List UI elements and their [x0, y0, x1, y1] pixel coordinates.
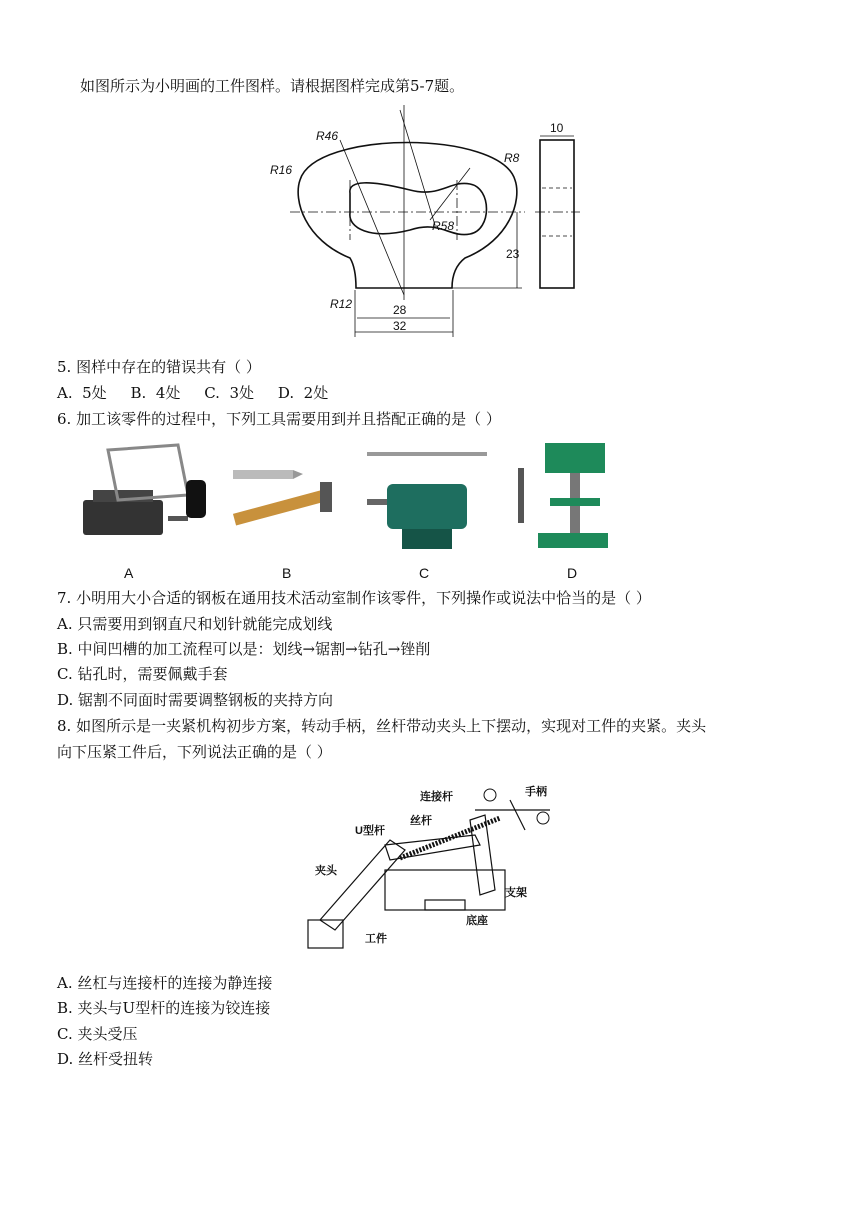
tool-label-a: A [124, 565, 134, 581]
q6-stem: 6. 加工该零件的过程中，下列工具需要用到并且搭配正确的是（ ） [57, 410, 501, 428]
label-bracket: 支架 [505, 887, 527, 899]
dim-r58: R58 [432, 219, 455, 233]
dim-r46: R46 [316, 129, 339, 143]
q8-option-b: B. 夹头与U型杆的连接为铰连接 [57, 999, 271, 1017]
tool-image-b [228, 462, 348, 532]
q7-option-b: B. 中间凹槽的加工流程可以是：划线→锯割→钻孔→锉削 [57, 640, 431, 658]
dim-r12: R12 [330, 297, 353, 311]
label-screw: 丝杆 [410, 815, 432, 827]
q8-option-a: A. 丝杠与连接杆的连接为静连接 [57, 974, 273, 992]
q8-option-c: C. 夹头受压 [57, 1025, 138, 1043]
q7-option-d: D. 锯割不同面时需要调整钢板的夹持方向 [57, 691, 334, 709]
dim-23: 23 [506, 247, 520, 261]
dim-32: 32 [393, 319, 407, 333]
label-connector: 连接杆 [420, 791, 453, 803]
q7-option-a: A. 只需要用到钢直尺和划针就能完成划线 [57, 615, 333, 633]
dim-28: 28 [393, 303, 407, 317]
intro-text: 如图所示为小明画的工件图样。请根据图样完成第5-7题。 [80, 77, 465, 95]
q5-stem: 5. 图样中存在的错误共有（ ） [57, 358, 261, 376]
label-handle: 手柄 [525, 786, 547, 798]
tool-image-c [362, 444, 492, 559]
dim-r8: R8 [504, 151, 520, 165]
q8-stem-line2: 向下压紧工件后，下列说法正确的是（ ） [57, 743, 332, 761]
dim-10: 10 [550, 121, 564, 135]
label-u-bar: U型杆 [355, 825, 385, 837]
tool-image-a [78, 440, 218, 555]
label-workpiece: 工件 [365, 933, 387, 945]
q7-option-c: C. 钻孔时，需要佩戴手套 [57, 665, 228, 683]
tool-label-c: C [419, 565, 430, 581]
label-clamp-head: 夹头 [315, 865, 337, 877]
tool-label-b: B [282, 565, 292, 581]
workpiece-drawing [260, 100, 590, 340]
dim-r16: R16 [270, 163, 293, 177]
q8-option-d: D. 丝杆受扭转 [57, 1050, 154, 1068]
tool-label-d: D [567, 565, 578, 581]
tool-image-d [510, 438, 620, 558]
q7-stem: 7. 小明用大小合适的钢板在通用技术活动室制作该零件，下列操作或说法中恰当的是（ ） [57, 589, 651, 607]
clamp-mechanism-drawing [300, 780, 560, 960]
label-base: 底座 [466, 915, 488, 927]
q8-stem-line1: 8. 如图所示是一夹紧机构初步方案，转动手柄，丝杆带动夹头上下摆动，实现对工件的夹紧。夹头 [57, 717, 707, 735]
q5-options: A. 5处 B. 4处 C. 3处 D. 2处 [57, 384, 329, 402]
